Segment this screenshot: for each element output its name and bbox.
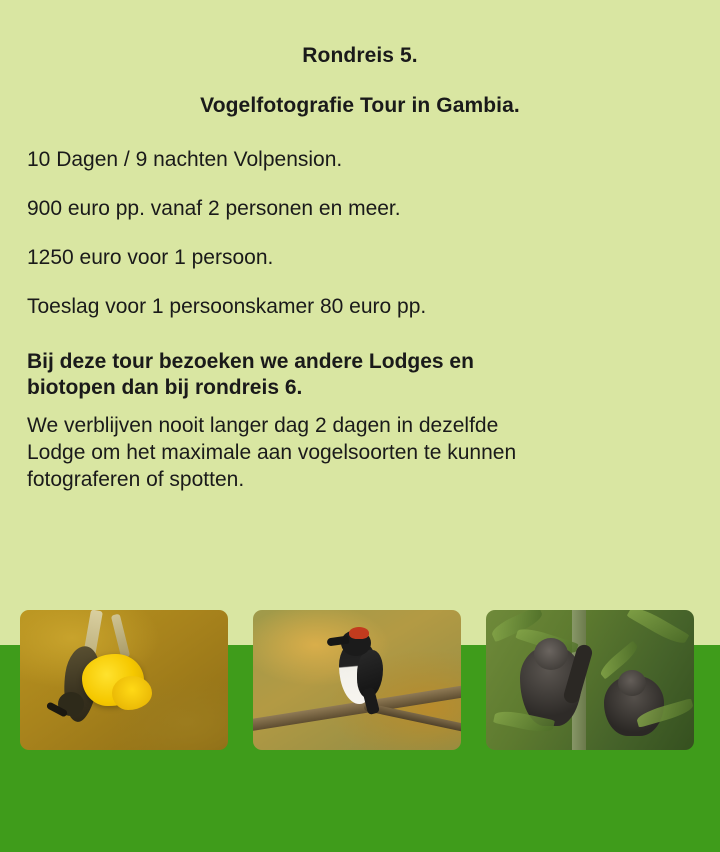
page-subtitle: Vogelfotografie Tour in Gambia.	[200, 94, 520, 117]
highlight-line-2: biotopen dan bij rondreis 6.	[27, 376, 303, 400]
detail-line-price-group: 900 euro pp. vanaf 2 personen en meer.	[27, 196, 401, 220]
black-and-white-bird-on-branch-photo	[253, 610, 461, 750]
sunbird-on-yellow-flower-photo	[20, 610, 228, 750]
highlight-line-1: Bij deze tour bezoeken we andere Lodges en	[27, 349, 474, 373]
photo-row	[0, 610, 720, 755]
detail-line-single-room-supplement: Toeslag voor 1 persoonskamer 80 euro pp.	[27, 294, 427, 318]
description-line-1: We verblijven nooit langer dag 2 dagen in dezelfde	[27, 414, 499, 438]
description-line-2: Lodge om het maximale aan vogelsoorten te kunnen	[27, 441, 517, 465]
description-line-3: fotograferen of spotten.	[27, 468, 245, 492]
detail-line-duration: 10 Dagen / 9 nachten Volpension.	[27, 148, 343, 171]
chimpanzees-in-trees-photo	[486, 610, 694, 750]
detail-line-price-single: 1250 euro voor 1 persoon.	[27, 245, 274, 269]
page-title: Rondreis 5.	[302, 44, 418, 67]
